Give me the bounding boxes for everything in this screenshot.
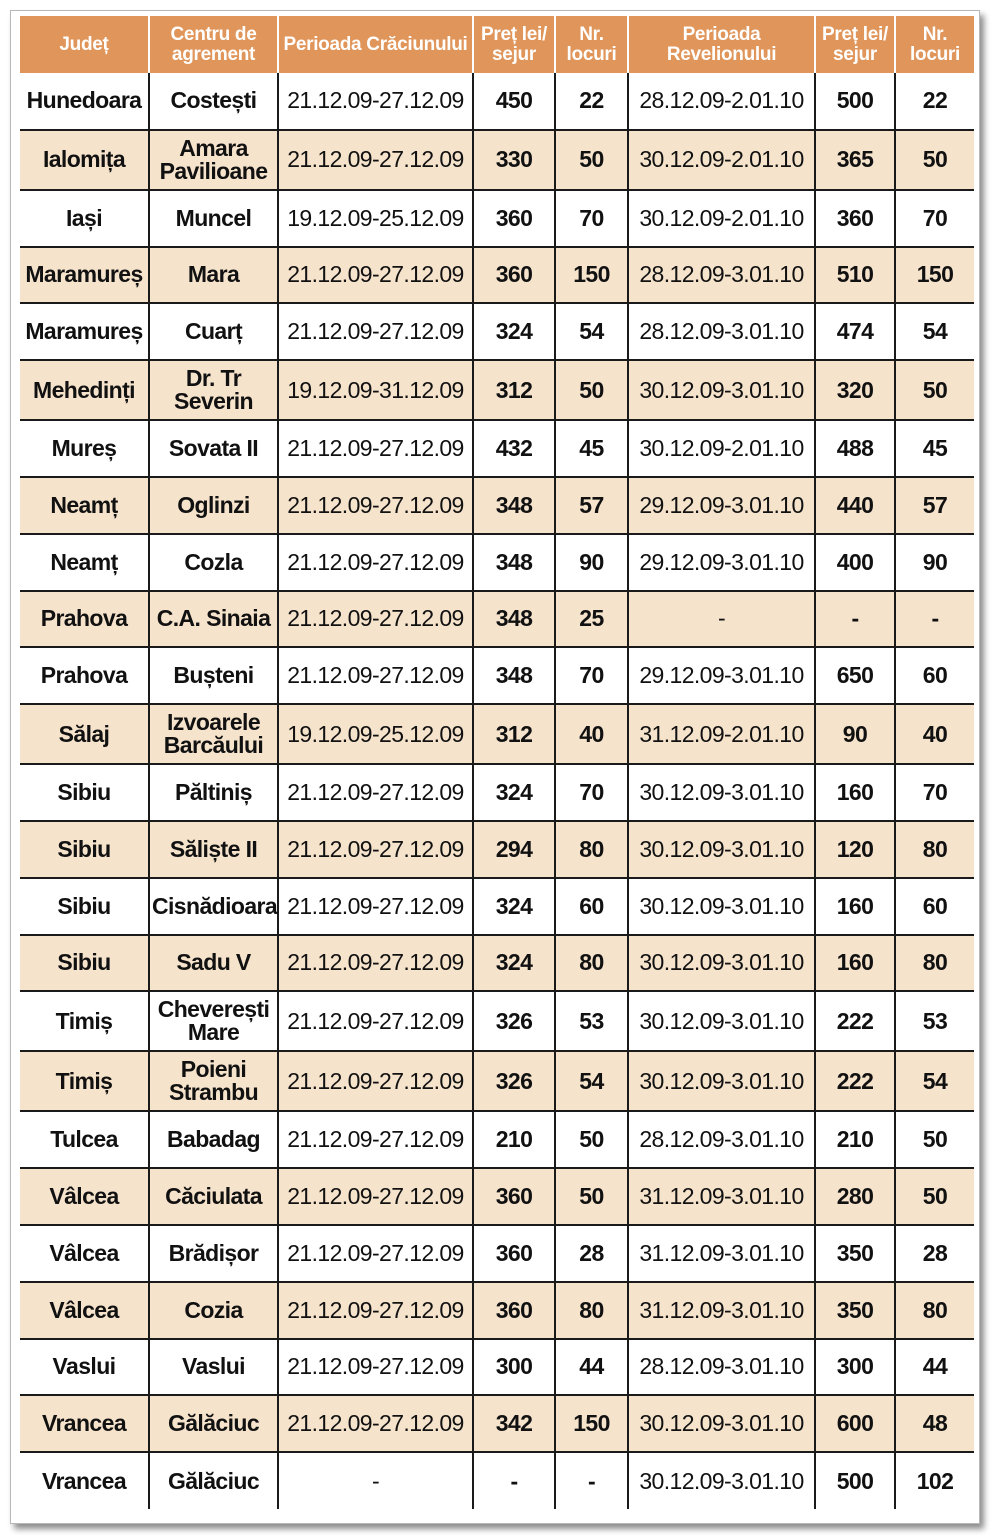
header-centru: Centru de agrement <box>149 16 278 73</box>
cell-perioada-revelion: 28.12.09-3.01.10 <box>628 247 815 304</box>
cell-pret-craciun: 294 <box>473 821 555 878</box>
cell-perioada-craciun: 21.12.09-27.12.09 <box>278 130 473 190</box>
cell-perioada-craciun: 21.12.09-27.12.09 <box>278 647 473 704</box>
cell-perioada-revelion: 30.12.09-3.01.10 <box>628 991 815 1051</box>
cell-pret-craciun: 348 <box>473 534 555 591</box>
cell-judet: Prahova <box>20 591 149 648</box>
cell-locuri-revelion: 50 <box>895 1168 974 1225</box>
cell-judet: Vaslui <box>20 1339 149 1396</box>
holiday-offers-table <box>20 16 974 1509</box>
cell-pret-craciun: 360 <box>473 1168 555 1225</box>
cell-judet: Sibiu <box>20 821 149 878</box>
table-row <box>20 360 974 420</box>
table-row <box>20 1339 974 1396</box>
cell-locuri-revelion: 57 <box>895 477 974 534</box>
cell-locuri-craciun: 50 <box>555 360 628 420</box>
cell-locuri-craciun: 150 <box>555 247 628 304</box>
cell-perioada-revelion: 30.12.09-3.01.10 <box>628 935 815 992</box>
table-row <box>20 73 974 130</box>
cell-pret-craciun: 348 <box>473 477 555 534</box>
cell-locuri-revelion: 90 <box>895 534 974 591</box>
cell-centru: Cheverești Mare <box>149 991 278 1051</box>
cell-pret-revelion: 280 <box>815 1168 895 1225</box>
cell-locuri-revelion: 53 <box>895 991 974 1051</box>
cell-centru: Gălăciuc <box>149 1395 278 1452</box>
cell-pret-craciun: 324 <box>473 303 555 360</box>
header-pret-revelion: Preț lei/ sejur <box>815 16 895 73</box>
cell-locuri-craciun: 54 <box>555 1051 628 1111</box>
cell-locuri-craciun: 50 <box>555 1111 628 1168</box>
cell-judet: Timiș <box>20 991 149 1051</box>
cell-pret-revelion: 474 <box>815 303 895 360</box>
cell-pret-craciun: 360 <box>473 1282 555 1339</box>
cell-locuri-craciun: 150 <box>555 1395 628 1452</box>
cell-judet: Vâlcea <box>20 1282 149 1339</box>
cell-perioada-craciun: - <box>278 1452 473 1509</box>
cell-pret-revelion: 120 <box>815 821 895 878</box>
cell-judet: Neamț <box>20 534 149 591</box>
cell-locuri-craciun: 25 <box>555 591 628 648</box>
cell-centru: Gălăciuc <box>149 1452 278 1509</box>
cell-centru: Căciulata <box>149 1168 278 1225</box>
cell-locuri-revelion: 50 <box>895 1111 974 1168</box>
cell-judet: Maramureș <box>20 303 149 360</box>
cell-perioada-revelion: 31.12.09-3.01.10 <box>628 1225 815 1282</box>
cell-pret-revelion: 160 <box>815 935 895 992</box>
cell-centru: Cuarț <box>149 303 278 360</box>
cell-pret-craciun: 342 <box>473 1395 555 1452</box>
cell-perioada-craciun: 21.12.09-27.12.09 <box>278 303 473 360</box>
cell-judet: Neamț <box>20 477 149 534</box>
cell-locuri-revelion: 22 <box>895 73 974 130</box>
cell-perioada-revelion: 28.12.09-2.01.10 <box>628 73 815 130</box>
cell-perioada-craciun: 21.12.09-27.12.09 <box>278 247 473 304</box>
cell-pret-craciun: 360 <box>473 247 555 304</box>
cell-judet: Iași <box>20 190 149 247</box>
header-judet: Județ <box>20 16 149 73</box>
cell-perioada-revelion: 30.12.09-3.01.10 <box>628 764 815 821</box>
cell-centru: Poieni Strambu <box>149 1051 278 1111</box>
cell-locuri-craciun: 57 <box>555 477 628 534</box>
table-row <box>20 1168 974 1225</box>
cell-locuri-craciun: 70 <box>555 190 628 247</box>
cell-perioada-craciun: 21.12.09-27.12.09 <box>278 764 473 821</box>
cell-locuri-craciun: 28 <box>555 1225 628 1282</box>
cell-perioada-revelion: 31.12.09-3.01.10 <box>628 1168 815 1225</box>
cell-perioada-craciun: 21.12.09-27.12.09 <box>278 1225 473 1282</box>
cell-centru: Izvoarele Barcăului <box>149 704 278 764</box>
cell-pret-revelion: 400 <box>815 534 895 591</box>
cell-pret-revelion: 320 <box>815 360 895 420</box>
cell-perioada-revelion: 28.12.09-3.01.10 <box>628 1111 815 1168</box>
cell-perioada-craciun: 19.12.09-31.12.09 <box>278 360 473 420</box>
cell-pret-revelion: 440 <box>815 477 895 534</box>
cell-pret-craciun: 330 <box>473 130 555 190</box>
cell-pret-revelion: 222 <box>815 991 895 1051</box>
cell-perioada-craciun: 21.12.09-27.12.09 <box>278 73 473 130</box>
cell-pret-craciun: 326 <box>473 1051 555 1111</box>
cell-locuri-revelion: 70 <box>895 190 974 247</box>
cell-pret-revelion: 510 <box>815 247 895 304</box>
cell-pret-craciun: 324 <box>473 935 555 992</box>
cell-judet: Mureș <box>20 420 149 477</box>
cell-pret-craciun: 432 <box>473 420 555 477</box>
cell-pret-craciun: 210 <box>473 1111 555 1168</box>
cell-locuri-craciun: 53 <box>555 991 628 1051</box>
cell-pret-craciun: 324 <box>473 878 555 935</box>
cell-perioada-revelion: 28.12.09-3.01.10 <box>628 1339 815 1396</box>
cell-pret-craciun: 300 <box>473 1339 555 1396</box>
cell-pret-revelion: 222 <box>815 1051 895 1111</box>
cell-locuri-revelion: 60 <box>895 878 974 935</box>
cell-pret-revelion: 500 <box>815 73 895 130</box>
cell-judet: Tulcea <box>20 1111 149 1168</box>
table-row <box>20 764 974 821</box>
cell-pret-craciun: 312 <box>473 360 555 420</box>
cell-locuri-revelion: 70 <box>895 764 974 821</box>
cell-locuri-revelion: 150 <box>895 247 974 304</box>
cell-centru: Brădișor <box>149 1225 278 1282</box>
cell-pret-revelion: 90 <box>815 704 895 764</box>
cell-perioada-revelion: 31.12.09-3.01.10 <box>628 1282 815 1339</box>
cell-perioada-craciun: 21.12.09-27.12.09 <box>278 1395 473 1452</box>
table-row <box>20 303 974 360</box>
cell-perioada-revelion: 29.12.09-3.01.10 <box>628 647 815 704</box>
header-perioada-revelion: Perioada Revelionului <box>628 16 815 73</box>
table-row <box>20 821 974 878</box>
cell-locuri-revelion: 28 <box>895 1225 974 1282</box>
cell-centru: Mara <box>149 247 278 304</box>
cell-perioada-craciun: 21.12.09-27.12.09 <box>278 534 473 591</box>
cell-pret-revelion: 350 <box>815 1225 895 1282</box>
cell-judet: Vrancea <box>20 1395 149 1452</box>
cell-judet: Mehedinți <box>20 360 149 420</box>
cell-judet: Sibiu <box>20 878 149 935</box>
cell-perioada-revelion: 29.12.09-3.01.10 <box>628 477 815 534</box>
cell-locuri-craciun: 90 <box>555 534 628 591</box>
cell-pret-revelion: 360 <box>815 190 895 247</box>
cell-pret-craciun: 326 <box>473 991 555 1051</box>
table-row <box>20 1111 974 1168</box>
cell-perioada-revelion: 29.12.09-3.01.10 <box>628 534 815 591</box>
cell-locuri-craciun: - <box>555 1452 628 1509</box>
cell-judet: Vâlcea <box>20 1225 149 1282</box>
cell-perioada-revelion: 30.12.09-3.01.10 <box>628 878 815 935</box>
cell-judet: Hunedoara <box>20 73 149 130</box>
cell-locuri-revelion: 80 <box>895 1282 974 1339</box>
cell-centru: Păltiniș <box>149 764 278 821</box>
cell-perioada-craciun: 21.12.09-27.12.09 <box>278 1111 473 1168</box>
cell-centru: Babadag <box>149 1111 278 1168</box>
table-row <box>20 477 974 534</box>
cell-judet: Vrancea <box>20 1452 149 1509</box>
cell-locuri-revelion: 45 <box>895 420 974 477</box>
cell-locuri-revelion: 80 <box>895 935 974 992</box>
cell-locuri-revelion: 40 <box>895 704 974 764</box>
cell-perioada-craciun: 21.12.09-27.12.09 <box>278 1339 473 1396</box>
cell-perioada-craciun: 21.12.09-27.12.09 <box>278 821 473 878</box>
cell-centru: Cozla <box>149 534 278 591</box>
cell-perioada-craciun: 21.12.09-27.12.09 <box>278 420 473 477</box>
cell-centru: Cozia <box>149 1282 278 1339</box>
cell-pret-revelion: 650 <box>815 647 895 704</box>
cell-centru: Sovata II <box>149 420 278 477</box>
table-row <box>20 704 974 764</box>
cell-perioada-craciun: 21.12.09-27.12.09 <box>278 1282 473 1339</box>
cell-pret-revelion: 300 <box>815 1339 895 1396</box>
cell-centru: Amara Pavilioane <box>149 130 278 190</box>
cell-perioada-revelion: 30.12.09-3.01.10 <box>628 1051 815 1111</box>
table-row <box>20 420 974 477</box>
table-row <box>20 190 974 247</box>
cell-centru: C.A. Sinaia <box>149 591 278 648</box>
cell-locuri-revelion: 102 <box>916 1467 954 1494</box>
cell-pret-craciun: 348 <box>473 591 555 648</box>
cell-perioada-revelion: 31.12.09-2.01.10 <box>628 704 815 764</box>
table-row <box>20 247 974 304</box>
cell-perioada-revelion: 30.12.09-2.01.10 <box>628 190 815 247</box>
cell-pret-craciun: - <box>473 1452 555 1509</box>
cell-perioada-craciun: 21.12.09-27.12.09 <box>278 591 473 648</box>
cell-locuri-revelion: 80 <box>895 821 974 878</box>
table-row <box>20 1395 974 1452</box>
cell-locuri-craciun: 80 <box>555 935 628 992</box>
cell-perioada-revelion: 30.12.09-3.01.10 <box>628 1395 815 1452</box>
cell-locuri-craciun: 40 <box>555 704 628 764</box>
table-row <box>20 1225 974 1282</box>
cell-locuri-craciun: 50 <box>555 130 628 190</box>
table-row <box>20 878 974 935</box>
table-row <box>20 591 974 648</box>
cell-locuri-craciun: 80 <box>555 1282 628 1339</box>
table-row <box>20 1282 974 1339</box>
table-row <box>20 1051 974 1111</box>
cell-locuri-craciun: 80 <box>555 821 628 878</box>
cell-perioada-revelion: 30.12.09-2.01.10 <box>628 130 815 190</box>
cell-centru: Bușteni <box>149 647 278 704</box>
cell-judet: Ialomița <box>20 130 149 190</box>
cell-pret-revelion: - <box>815 591 895 648</box>
cell-locuri-revelion: 60 <box>895 647 974 704</box>
cell-perioada-revelion: 28.12.09-3.01.10 <box>628 303 815 360</box>
cell-judet: Vâlcea <box>20 1168 149 1225</box>
cell-locuri-craciun: 45 <box>555 420 628 477</box>
table-row <box>20 1452 974 1509</box>
cell-locuri-craciun: 44 <box>555 1339 628 1396</box>
header-pret-craciun: Preț lei/ sejur <box>473 16 555 73</box>
cell-locuri-revelion: 54 <box>895 303 974 360</box>
cell-judet: Timiș <box>20 1051 149 1111</box>
table-row <box>20 647 974 704</box>
header-locuri-craciun: Nr. locuri <box>555 16 628 73</box>
cell-pret-revelion: 600 <box>815 1395 895 1452</box>
cell-pret-craciun: 360 <box>473 190 555 247</box>
cell-judet: Sibiu <box>20 935 149 992</box>
cell-locuri-revelion: 54 <box>895 1051 974 1111</box>
cell-perioada-craciun: 21.12.09-27.12.09 <box>278 477 473 534</box>
cell-perioada-revelion: 30.12.09-3.01.10 <box>628 360 815 420</box>
cell-pret-craciun: 450 <box>473 73 555 130</box>
cell-perioada-craciun: 21.12.09-27.12.09 <box>278 935 473 992</box>
cell-perioada-craciun: 21.12.09-27.12.09 <box>278 878 473 935</box>
cell-centru: Costești <box>149 73 278 130</box>
table-row <box>20 935 974 992</box>
cell-perioada-craciun: 19.12.09-25.12.09 <box>278 704 473 764</box>
cell-centru: Dr. Tr Severin <box>149 360 278 420</box>
header-locuri-revelion: Nr. locuri <box>895 16 974 73</box>
header-perioada-craciun: Perioada Crăciunului <box>278 16 473 73</box>
header-row <box>20 16 974 73</box>
cell-pret-craciun: 360 <box>473 1225 555 1282</box>
cell-locuri-revelion: 50 <box>895 130 974 190</box>
cell-perioada-revelion: 30.12.09-3.01.10 <box>628 1452 815 1509</box>
cell-pret-revelion: 500 <box>815 1452 895 1509</box>
cell-pret-revelion: 160 <box>815 878 895 935</box>
cell-locuri-revelion: - <box>895 591 974 648</box>
cell-perioada-revelion: 30.12.09-2.01.10 <box>628 420 815 477</box>
cell-perioada-craciun: 19.12.09-25.12.09 <box>278 190 473 247</box>
cell-pret-craciun: 324 <box>473 764 555 821</box>
table-row <box>20 534 974 591</box>
cell-perioada-revelion: - <box>628 591 815 648</box>
cell-perioada-revelion: 30.12.09-3.01.10 <box>628 821 815 878</box>
cell-judet: Sălaj <box>20 704 149 764</box>
cell-perioada-craciun: 21.12.09-27.12.09 <box>278 991 473 1051</box>
cell-locuri-craciun: 70 <box>555 647 628 704</box>
cell-centru: Săliște II <box>149 821 278 878</box>
cell-pret-craciun: 312 <box>473 704 555 764</box>
table-row <box>20 991 974 1051</box>
cell-centru: Cisnădioara <box>149 878 278 935</box>
cell-pret-revelion: 365 <box>815 130 895 190</box>
cell-locuri-revelion: 50 <box>895 360 974 420</box>
cell-locuri-craciun: 60 <box>555 878 628 935</box>
table-row <box>20 130 974 190</box>
cell-pret-revelion: 350 <box>815 1282 895 1339</box>
cell-centru: Sadu V <box>149 935 278 992</box>
cell-pret-craciun: 348 <box>473 647 555 704</box>
cell-locuri-revelion: 48 <box>895 1395 974 1452</box>
cell-judet: Sibiu <box>20 764 149 821</box>
cell-judet: Maramureș <box>20 247 149 304</box>
cell-centru: Oglinzi <box>149 477 278 534</box>
cell-pret-revelion: 160 <box>815 764 895 821</box>
cell-locuri-craciun: 70 <box>555 764 628 821</box>
cell-centru: Muncel <box>149 190 278 247</box>
table-body <box>20 73 974 1509</box>
cell-locuri-revelion: 44 <box>895 1339 974 1396</box>
cell-locuri-craciun: 50 <box>555 1168 628 1225</box>
cell-centru: Vaslui <box>149 1339 278 1396</box>
cell-perioada-craciun: 21.12.09-27.12.09 <box>278 1168 473 1225</box>
cell-judet: Prahova <box>20 647 149 704</box>
cell-pret-revelion: 488 <box>815 420 895 477</box>
cell-locuri-craciun: 22 <box>555 73 628 130</box>
cell-locuri-craciun: 54 <box>555 303 628 360</box>
cell-pret-revelion: 210 <box>815 1111 895 1168</box>
cell-perioada-craciun: 21.12.09-27.12.09 <box>278 1051 473 1111</box>
